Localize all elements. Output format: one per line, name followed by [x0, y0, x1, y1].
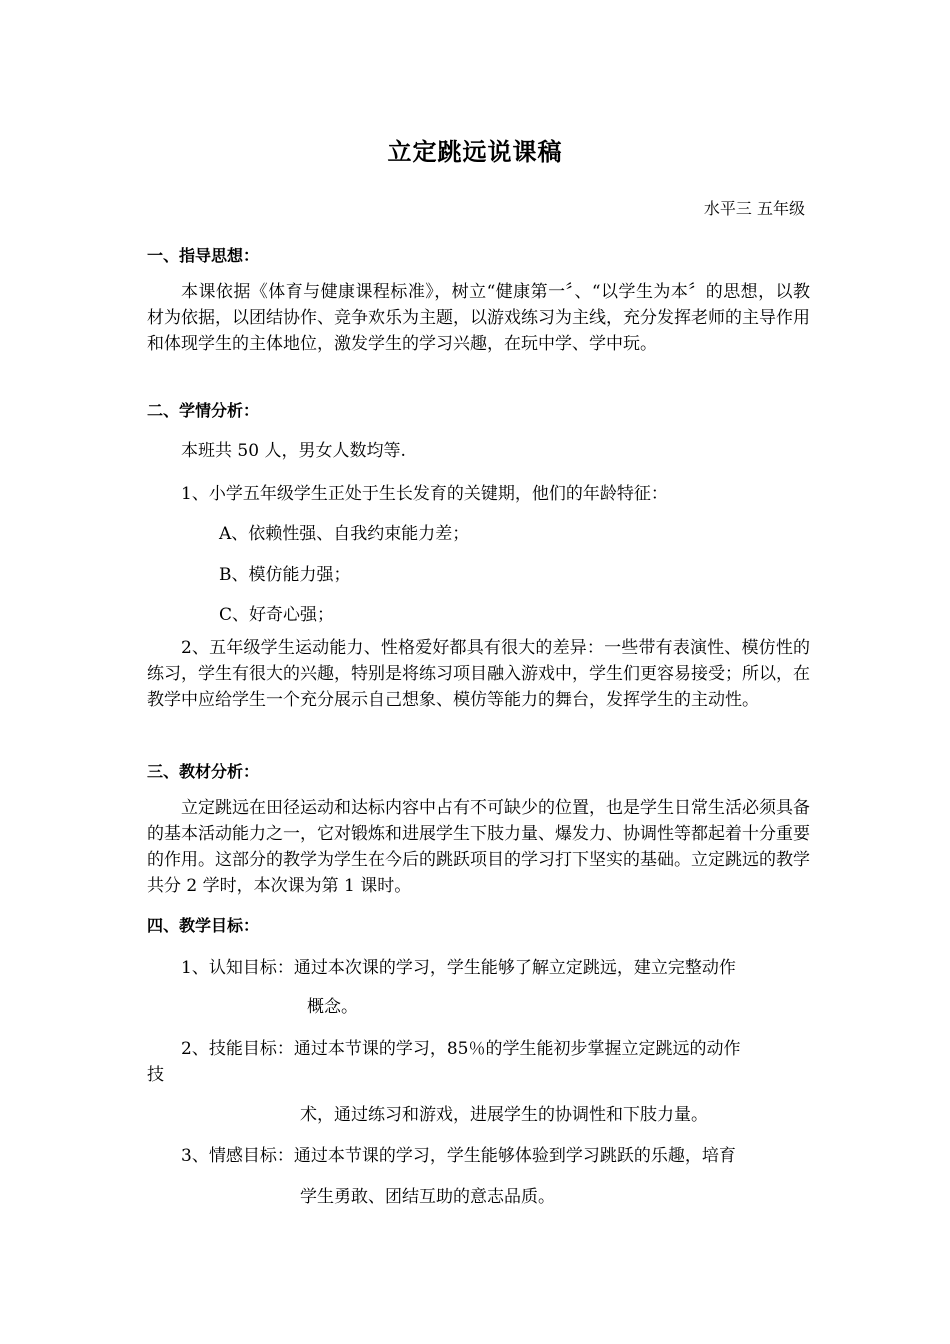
emotion-goal-line2: 学生勇敢、团结互助的意志品质。	[300, 1187, 555, 1207]
skill-goal-line1: 2、技能目标：通过本节课的学习，85％的学生能初步掌握立定跳远的动作	[181, 1039, 741, 1059]
document-title: 立定跳远说课稿	[387, 138, 563, 166]
guiding-thought-paragraph: 本课依据《体育与健康课程标准》，树立“健康第一〞、“以学生为本〞的思想，以教材为依据，以团结协作、竞争欢乐为主题，以游戏练习为主线，充分发挥老师的主导作用和体现学生的主体地位，激发学生的学习兴趣，在玩中学、学中玩。	[147, 282, 810, 354]
skill-goal-wrap: 技	[147, 1065, 164, 1085]
section-heading-guiding-thought: 一、指导思想：	[147, 246, 260, 265]
material-analysis-paragraph: 立定跳远在田径运动和达标内容中占有不可缺少的位置，也是学生日常生活必须具备的基本活动能力之一，它对锻炼和进展学生下肢力量、爆发力、协调性等都起着十分重要的作用。这部分的教学为学生在今后的跳跃项目的学习打下坚实的基础。立定跳远的教学共分 2 学时，本次课为第 1 课时。	[147, 798, 810, 896]
skill-goal-line2: 术，通过练习和游戏，进展学生的协调性和下肢力量。	[300, 1105, 708, 1125]
section-heading-student-analysis: 二、学情分析：	[147, 401, 260, 420]
section-heading-teaching-goals: 四、教学目标：	[147, 916, 260, 935]
grade-label: 水平三 五年级	[703, 199, 805, 218]
feature-item-b: B、模仿能力强；	[219, 565, 351, 585]
class-size-text: 本班共 50 人，男女人数均等.	[181, 441, 406, 461]
feature-item-a: A、依赖性强、自我约束能力差；	[219, 524, 470, 544]
cognitive-goal-line1: 1、认知目标：通过本次课的学习，学生能够了解立定跳远，建立完整动作	[181, 958, 736, 978]
feature-item-c: C、好奇心强；	[219, 605, 335, 625]
section-heading-material-analysis: 三、教材分析：	[147, 762, 260, 781]
emotion-goal-line1: 3、情感目标：通过本节课的学习，学生能够体验到学习跳跃的乐趣，培育	[181, 1146, 736, 1166]
ability-difference-paragraph: 2、五年级学生运动能力、性格爱好都具有很大的差异：一些带有表演性、模仿性的练习，学生有很大的兴趣，特别是将练习项目融入游戏中，学生们更容易接受；所以，在教学中应给学生一个充分展示自己想象、模仿等能力的舞台，发挥学生的主动性。	[147, 638, 810, 710]
age-feature-intro: 1、小学五年级学生正处于生长发育的关键期，他们的年龄特征：	[181, 484, 668, 504]
cognitive-goal-line2: 概念。	[307, 997, 358, 1017]
